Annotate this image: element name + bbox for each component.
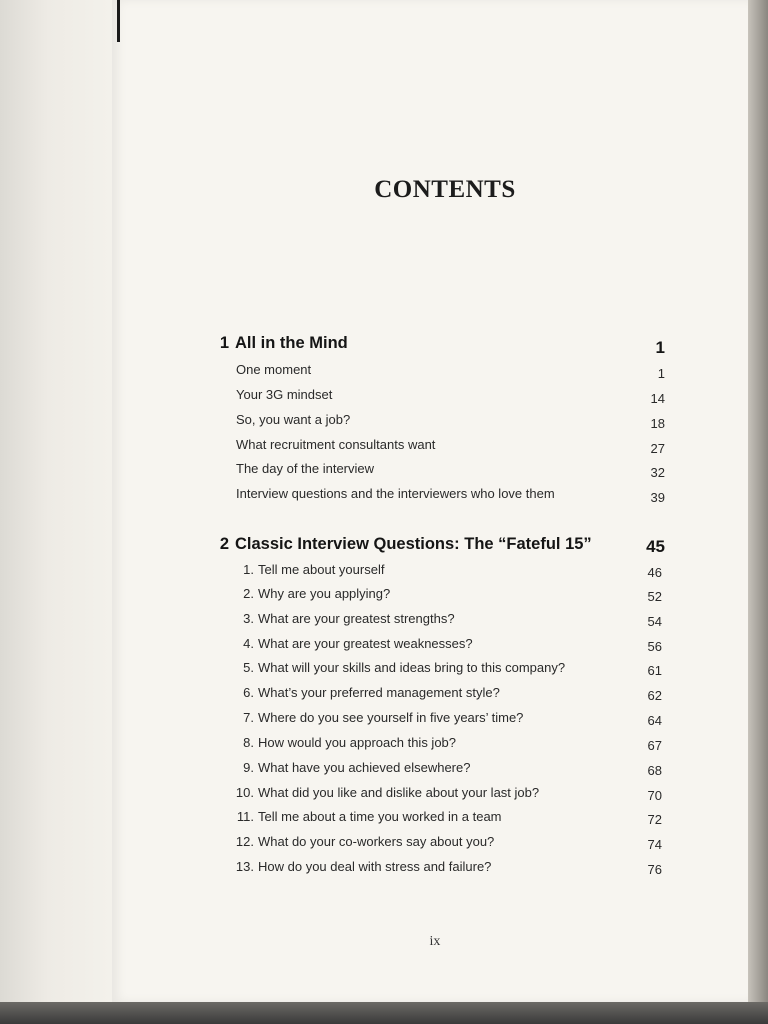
entry-label: One moment [236, 362, 312, 377]
entry-page: 39 [650, 490, 665, 505]
entry-label: What recruitment consultants want [236, 437, 436, 452]
entry-label: Why are you applying? [258, 586, 391, 601]
entry-label: What will your skills and ideas bring to this company? [258, 660, 566, 675]
page-bottom-edge [0, 1002, 768, 1024]
entry-page: 61 [647, 663, 662, 678]
entry-page: 64 [647, 713, 662, 728]
entry-number: 11. [236, 809, 254, 824]
entry-number: 3. [243, 611, 254, 626]
entry-page: 74 [647, 837, 662, 852]
entry-label: The day of the interview [236, 461, 375, 476]
page-folio: ix [429, 934, 441, 949]
entry-number: 4. [243, 636, 254, 651]
entry-page: 52 [647, 589, 662, 604]
chapter-number: 2 [219, 535, 229, 553]
chapter-page: 1 [655, 338, 665, 357]
entry-label: So, you want a job? [236, 412, 351, 427]
chapter-page: 45 [646, 537, 665, 556]
entry-number: 7. [243, 710, 254, 725]
entry-number: 6. [243, 685, 254, 700]
entry-number: 10. [235, 785, 254, 800]
entry-page: 72 [647, 812, 662, 827]
entry-label: What do your co-workers say about you? [258, 834, 495, 849]
book-gutter-shade [0, 0, 120, 1004]
entry-page: 18 [650, 416, 665, 431]
entry-label: How do you deal with stress and failure? [258, 859, 492, 874]
entry-number: 1. [243, 562, 254, 577]
entry-page: 14 [650, 391, 665, 406]
entry-label: What are your greatest weaknesses? [258, 636, 473, 651]
spine-mark [117, 0, 120, 42]
entry-page: 46 [647, 565, 662, 580]
entry-number: 2. [243, 586, 254, 601]
entry-page: 1 [657, 366, 665, 381]
entry-label: What are your greatest strengths? [258, 611, 455, 626]
entry-number: 12. [235, 834, 254, 849]
entry-label: Your 3G mindset [236, 387, 333, 402]
entry-label: What have you achieved elsewhere? [258, 760, 471, 775]
page-right-edge [748, 0, 768, 1004]
entry-label: What’s your preferred management style? [258, 685, 500, 700]
entry-label: Interview questions and the interviewers who love them [236, 486, 555, 501]
entry-page: 62 [647, 688, 662, 703]
entry-label: What did you like and dislike about your last job? [258, 785, 540, 800]
chapter-title: Classic Interview Questions: The “Fateful 15” [235, 535, 592, 553]
entry-page: 68 [647, 763, 662, 778]
entry-number: 9. [243, 760, 254, 775]
entry-label: Tell me about yourself [258, 562, 385, 577]
entry-page: 67 [647, 738, 662, 753]
entry-page: 56 [647, 639, 662, 654]
entry-label: How would you approach this job? [258, 735, 457, 750]
entry-page: 70 [647, 788, 662, 803]
entry-number: 13. [235, 859, 254, 874]
entry-page: 27 [650, 441, 665, 456]
entry-page: 54 [647, 614, 662, 629]
contents-heading: CONTENTS [374, 176, 516, 203]
entry-page: 76 [647, 862, 662, 877]
entry-number: 8. [243, 735, 254, 750]
entry-label: Tell me about a time you worked in a team [258, 809, 502, 824]
entry-page: 32 [650, 465, 665, 480]
entry-number: 5. [243, 660, 254, 675]
chapter-title: All in the Mind [235, 334, 348, 352]
chapter-number: 1 [219, 334, 229, 352]
entry-label: Where do you see yourself in five years’ time? [258, 710, 524, 725]
